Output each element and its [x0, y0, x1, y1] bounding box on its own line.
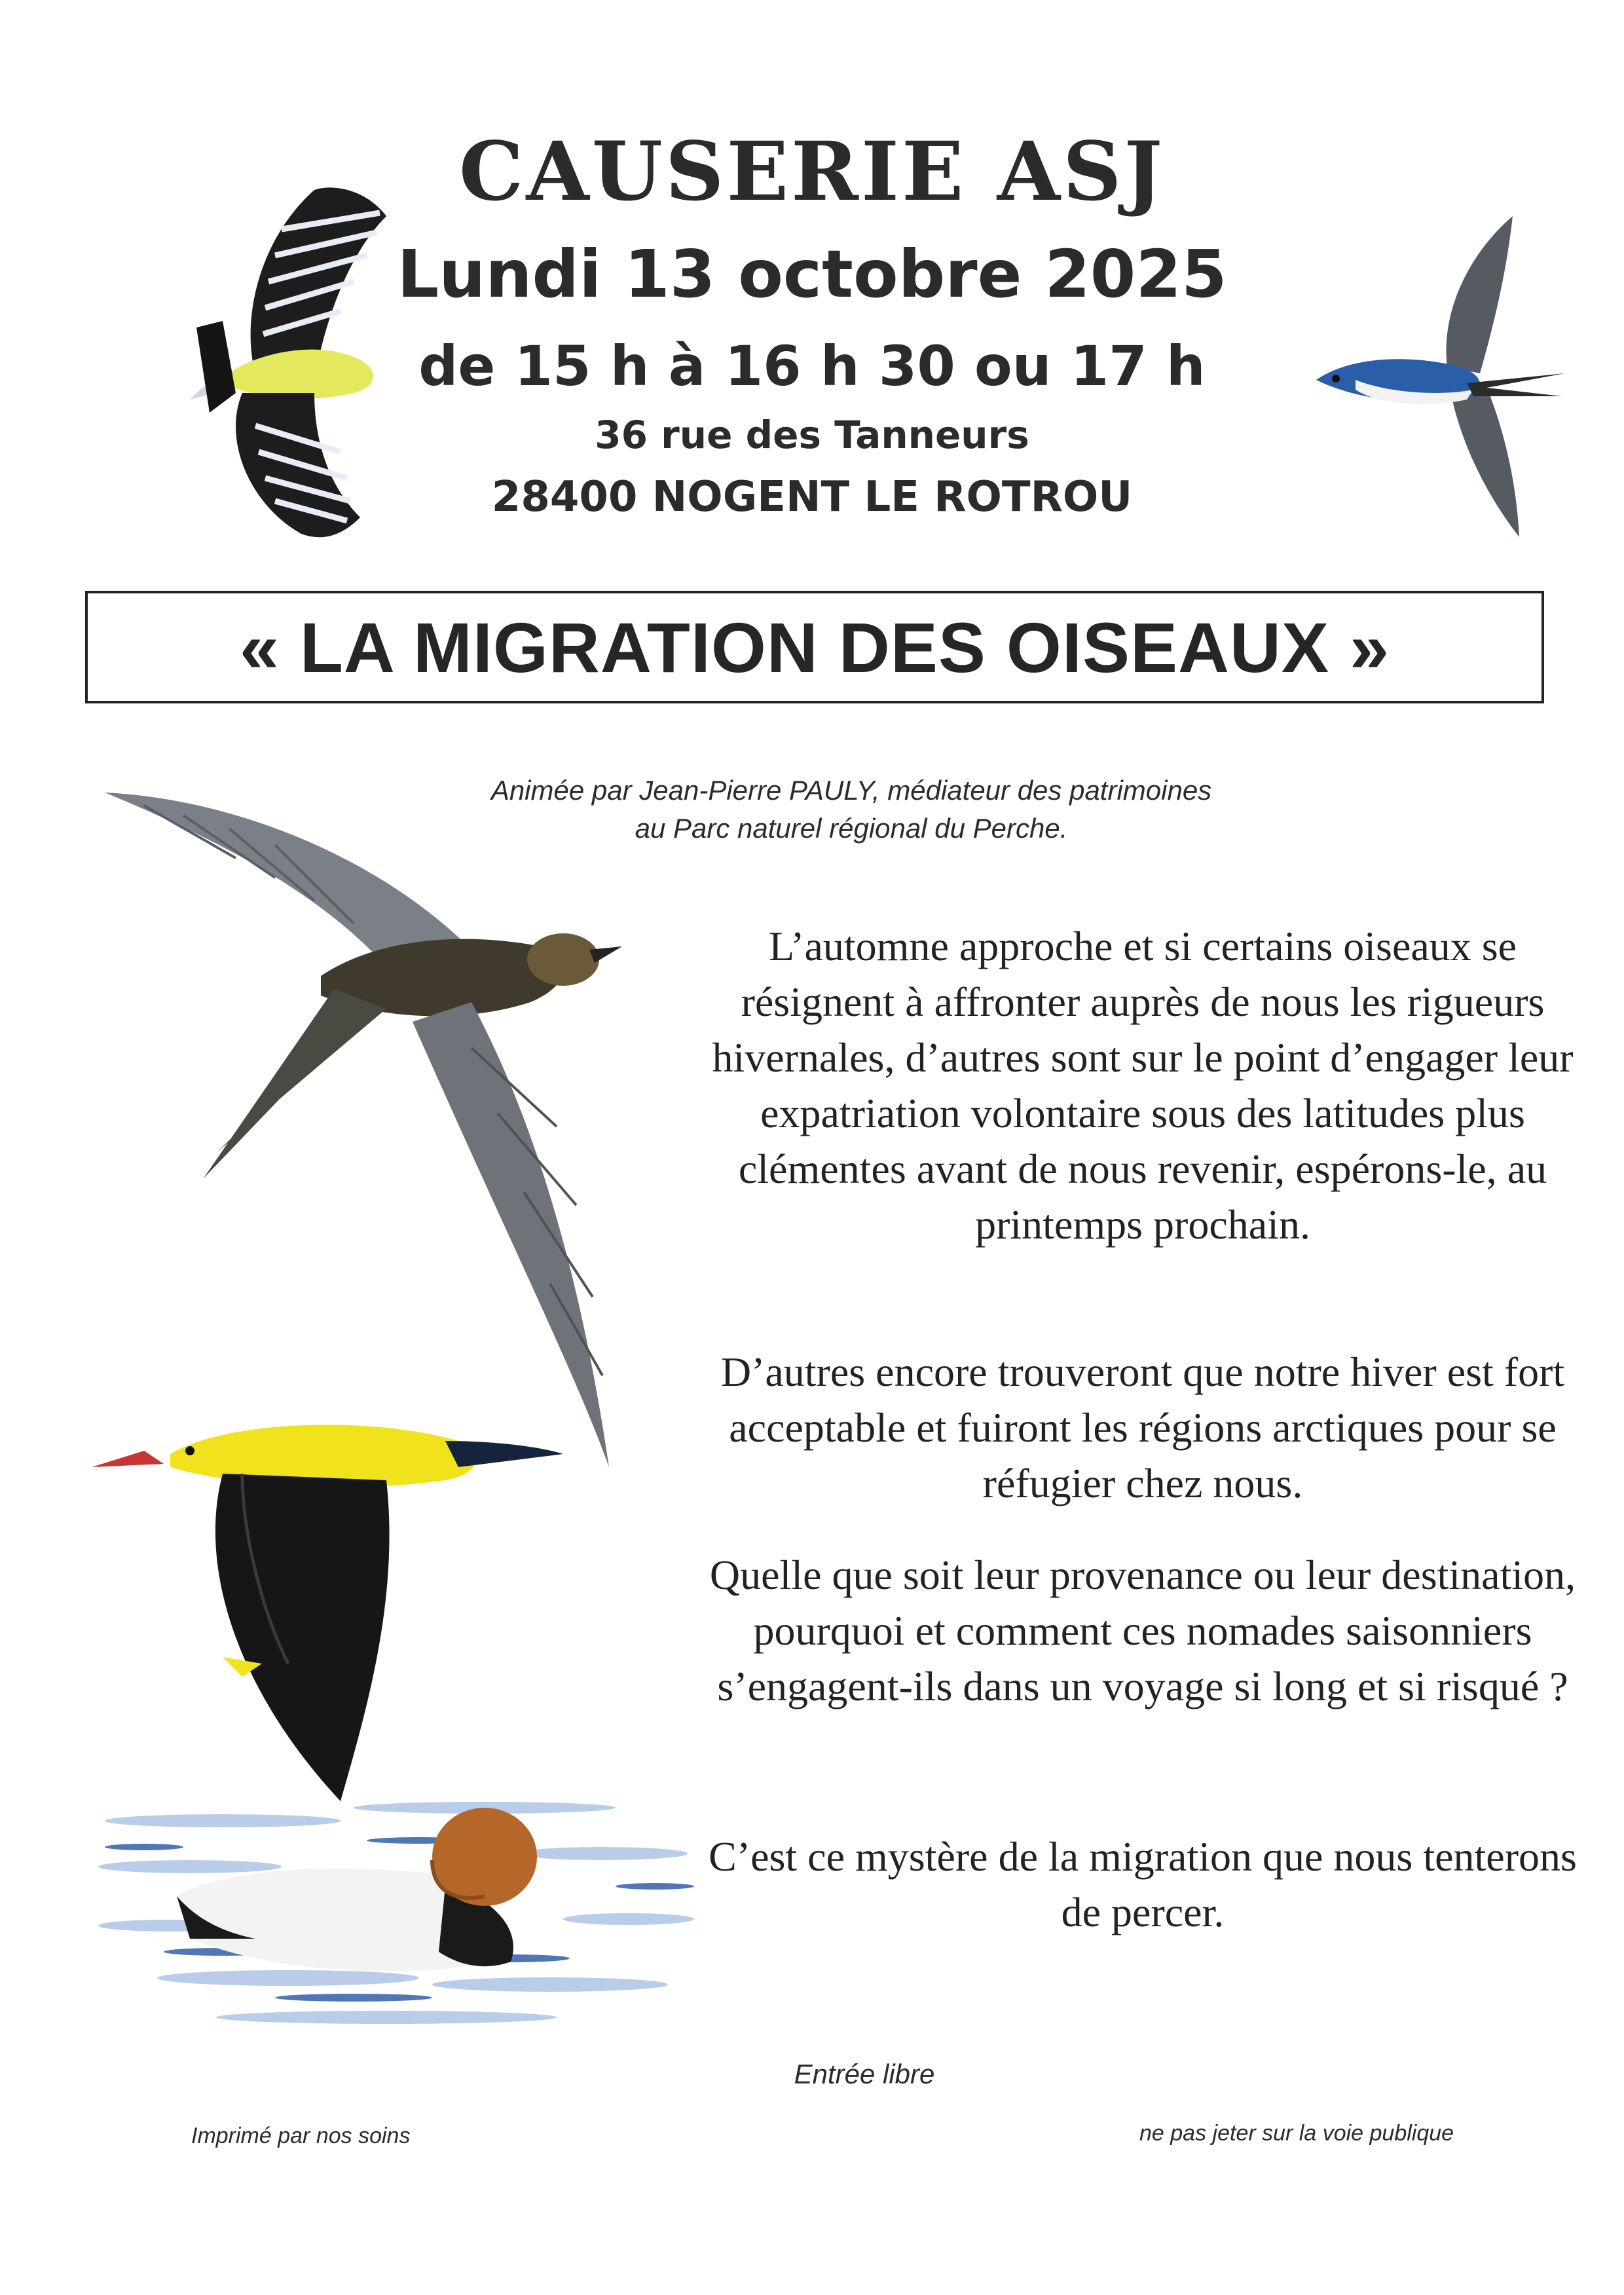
swallow-illustration: [1310, 216, 1572, 544]
oriole-illustration: [92, 1402, 576, 1808]
hoopoe-illustration: [183, 177, 399, 544]
paragraph-1: L’automne approche et si certains oiseaux se résignent à affronter auprès de nous les rigueurs hivernales, d’autres sont sur le point d’engager leur expatriation volontaire sous des latitudes plus clémentes avant de nous revenir, espérons-le, au printemps prochain.: [712, 923, 1574, 1248]
entry-note: Entrée libre: [794, 2059, 935, 2089]
paragraph-3: Quelle que soit leur provenance ou leur destination, pourquoi et comment ces nomades saisonniers s’engagent-ils dans un voyage si long et si risqué ?: [709, 1552, 1576, 1709]
speaker-line-1: Animée par Jean-Pierre PAULY, médiateur des patrimoines: [490, 775, 1212, 806]
topic-box: [85, 591, 1544, 703]
event-street: 36 rue des Tanneurs: [595, 413, 1029, 457]
event-title: CAUSERIE ASJ: [458, 124, 1166, 219]
event-city: 28400 NOGENT LE ROTROU: [491, 473, 1133, 521]
event-hours: de 15 h à 16 h 30 ou 17 h: [418, 334, 1206, 398]
topic-title: « LA MIGRATION DES OISEAUX »: [239, 607, 1390, 687]
footer-printed: Imprimé par nos soins: [191, 2123, 411, 2148]
pochard-duck-illustration: [92, 1782, 701, 2037]
swift-illustration: [105, 786, 668, 1474]
speaker-line-2: au Parc naturel régional du Perche.: [635, 813, 1068, 844]
event-date: Lundi 13 octobre 2025: [397, 236, 1227, 312]
paragraph-4: C’est ce mystère de la migration que nous tenterons de percer.: [709, 1833, 1577, 1935]
footer-disposal: ne pas jeter sur la voie publique: [1139, 2121, 1454, 2146]
paragraph-2: D’autres encore trouveront que notre hiver est fort acceptable et fuiront les régions arctiques pour se réfugier chez nous.: [720, 1349, 1565, 1506]
